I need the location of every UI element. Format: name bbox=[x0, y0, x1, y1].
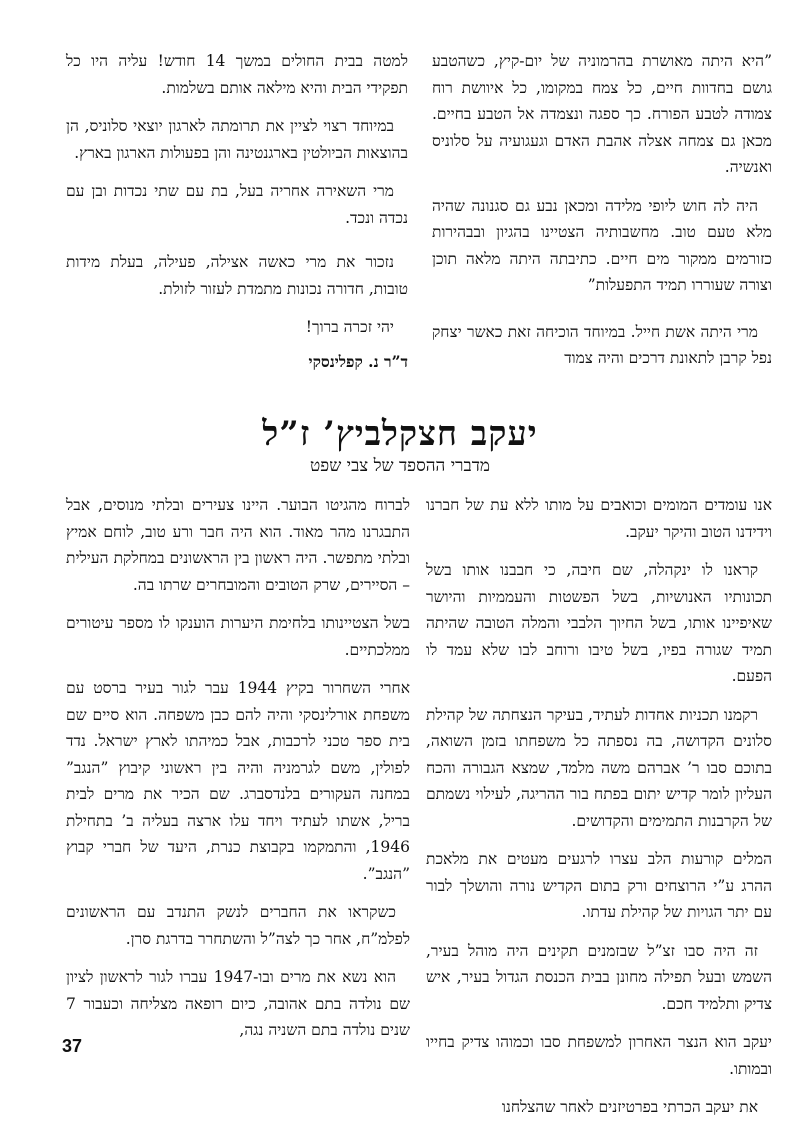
paragraph: למטה בבית החולים במשך 14 חודש! עליה היו כל תפקידי הבית והיא מילאה אותם בשלמות. bbox=[66, 52, 408, 97]
page-number: 37 bbox=[62, 1036, 83, 1056]
paragraph: נזכור את מרי כאשה אצילה, פעילה, בעלת מידות טובות, חדורה נכונות מתמדת לעזור לזולת. bbox=[66, 253, 408, 298]
bottom-right-column bbox=[426, 492, 772, 1133]
paragraph: כשקראו את החברים לנשק התנדב עם הראשונים לפלמ”ח, אחר כך לצה”ל והשתחרר בדרגת סרן. bbox=[66, 903, 410, 948]
author-signature: ד”ר נ. קפלינסקי bbox=[308, 352, 408, 371]
paragraph: הוא נשא את מרים ובו-1947 עברו לגור לראשון לציון שם נולדה בתם אהובה, כיום רופאה מצליחה וכעבור 7 שנים נולדה בתם השניה נגה, bbox=[66, 968, 410, 1039]
top-right-column bbox=[432, 48, 772, 384]
paragraph: המלים קורעות הלב עצרו לרגעים מעטים את מלאכת ההרג ע”י הרוצחים ורק בתום הקדיש נורה והושלך לבור עם יתר הגויות של קהילת עדתו. bbox=[426, 850, 772, 921]
paragraph: זה היה סבו זצ”ל שבזמנים תקינים היה מוהל בעיר, השמש ובעל תפילה מחונן בבית הכנסת הגדול בעיר, איש צדיק ותלמיד חכם. bbox=[426, 941, 772, 1013]
paragraph: יעקב הוא הנצר האחרון למשפחת סבו וכמוהו צדיק בחייו ובמותו. bbox=[426, 1033, 772, 1078]
bottom-left-column bbox=[66, 492, 410, 1056]
paragraph: אחרי השחרור בקיץ 1944 עבר לגור בעיר ברסט עם משפחת אורלינסקי והיה להם כבן משפחה. הוא סיים שם בית ספר טכני לרכבות, אבל כמיהתו לארץ ישראל. נדד לפולין, משם לגרמניה והיה בין ראשוני קיבוץ ”הנגב” במחנה העקורים בלנדסברג. שם הכיר את מרים לבית בריל, אשתו לעתיד ויחד עלו ארצה בעליה ב’ בתחילת 1946, והתמקמו בקבוצת כנרת, היעד של חברי קבוץ ”הנגב”. bbox=[66, 679, 410, 883]
paragraph: במיוחד רצוי לציין את תרומתה לארגון יוצאי סלוניס, הן בהוצאות הביולטין בארגנטינה והן בפעולות הארגון בארץ. bbox=[66, 117, 408, 162]
paragraph: היה לה חוש ליופי מלידה ומכאן נבע גם סגנונה שהיה מלא טעם טוב. מחשבותיה הצטיינו בהגיון ובבהירות כזורמים ממקור מים חיים. כתיבתה היתה מלאה תוכן וצורה שעוררו תמיד התפעלות” bbox=[432, 196, 772, 294]
paragraph: אנו עומדים המומים וכואבים על מותו ללא עת של חברנו וידידנו הטוב והיקר יעקב. bbox=[426, 496, 772, 541]
top-left-column bbox=[66, 48, 408, 353]
paragraph: קראנו לו ינקהלה, שם חיבה, כי חבבנו אותו בשל תכונותיו האנושיות, בשל הפשטות והעממיות והיושר שאיפיינו אותו, בשל החיוך הלבבי והמלה הטובה שהיתה תמיד שגורה בפיו, בשל טיבו ורוחב לבו שלא עמד לו הפעם. bbox=[426, 561, 772, 685]
article-subtitle: מדברי ההספד של צבי שפט bbox=[310, 456, 490, 476]
article-title: יעקב חצקלביץ’ ז”ל bbox=[262, 414, 538, 454]
paragraph: בשל הצטיינותו בלחימת היערות הוענקו לו מספר עיטורים ממלכתיים. bbox=[66, 614, 410, 659]
paragraph: ”היא היתה מאושרת בהרמוניה של יום-קיץ, כשהטבע גושם בחדוות חיים, כל צמח במקומו, כל איוושת רוח צמודה לטבע הפורח. כך ספגה ונצמדה אל הטבע בחיים. מכאן גם צמחה אצלה אהבת האדם וגעגועיה על סלוניס ואנשיה. bbox=[432, 52, 772, 176]
paragraph: מרי היתה אשת חייל. במיוחד הוכיחה זאת כאשר יצחק נפל קרבן לתאונת דרכים והיה צמוד bbox=[432, 322, 772, 367]
paragraph: את יעקב הכרתי בפרטיזנים לאחר שהצלחנו bbox=[501, 1098, 758, 1116]
paragraph: לברוח מהגיטו הבוער. היינו צעירים ובלתי מנוסים, אבל התבגרנו מהר מאוד. הוא היה חבר ורע טוב, לוחם אמיץ ובלתי מתפשר. היה ראשון בין הראשונים במחלקת העילית – הסיירים, שרק הטובים והמובחרים שרתו בה. bbox=[66, 496, 410, 594]
paragraph: מרי השאירה אחריה בעל, בת עם שתי נכדות ובן עם נכדה ונכד. bbox=[66, 182, 408, 227]
closing-blessing: יהי זכרה ברוך! bbox=[305, 318, 394, 336]
paragraph: רקמנו תכניות אחדות לעתיד, בעיקר הנצחתה של קהילת סלונים הקדושה, בה נספתה כל משפחתו בזמן השואה, בתוכם סבו ר’ אברהם משה מלמד, שמצא הגבורה והכח העליון לומר קדיש יתום בפתח בור ההריגה, לעילוי נשמתם של הקרבנות התמימים והקדושים. bbox=[426, 705, 772, 830]
